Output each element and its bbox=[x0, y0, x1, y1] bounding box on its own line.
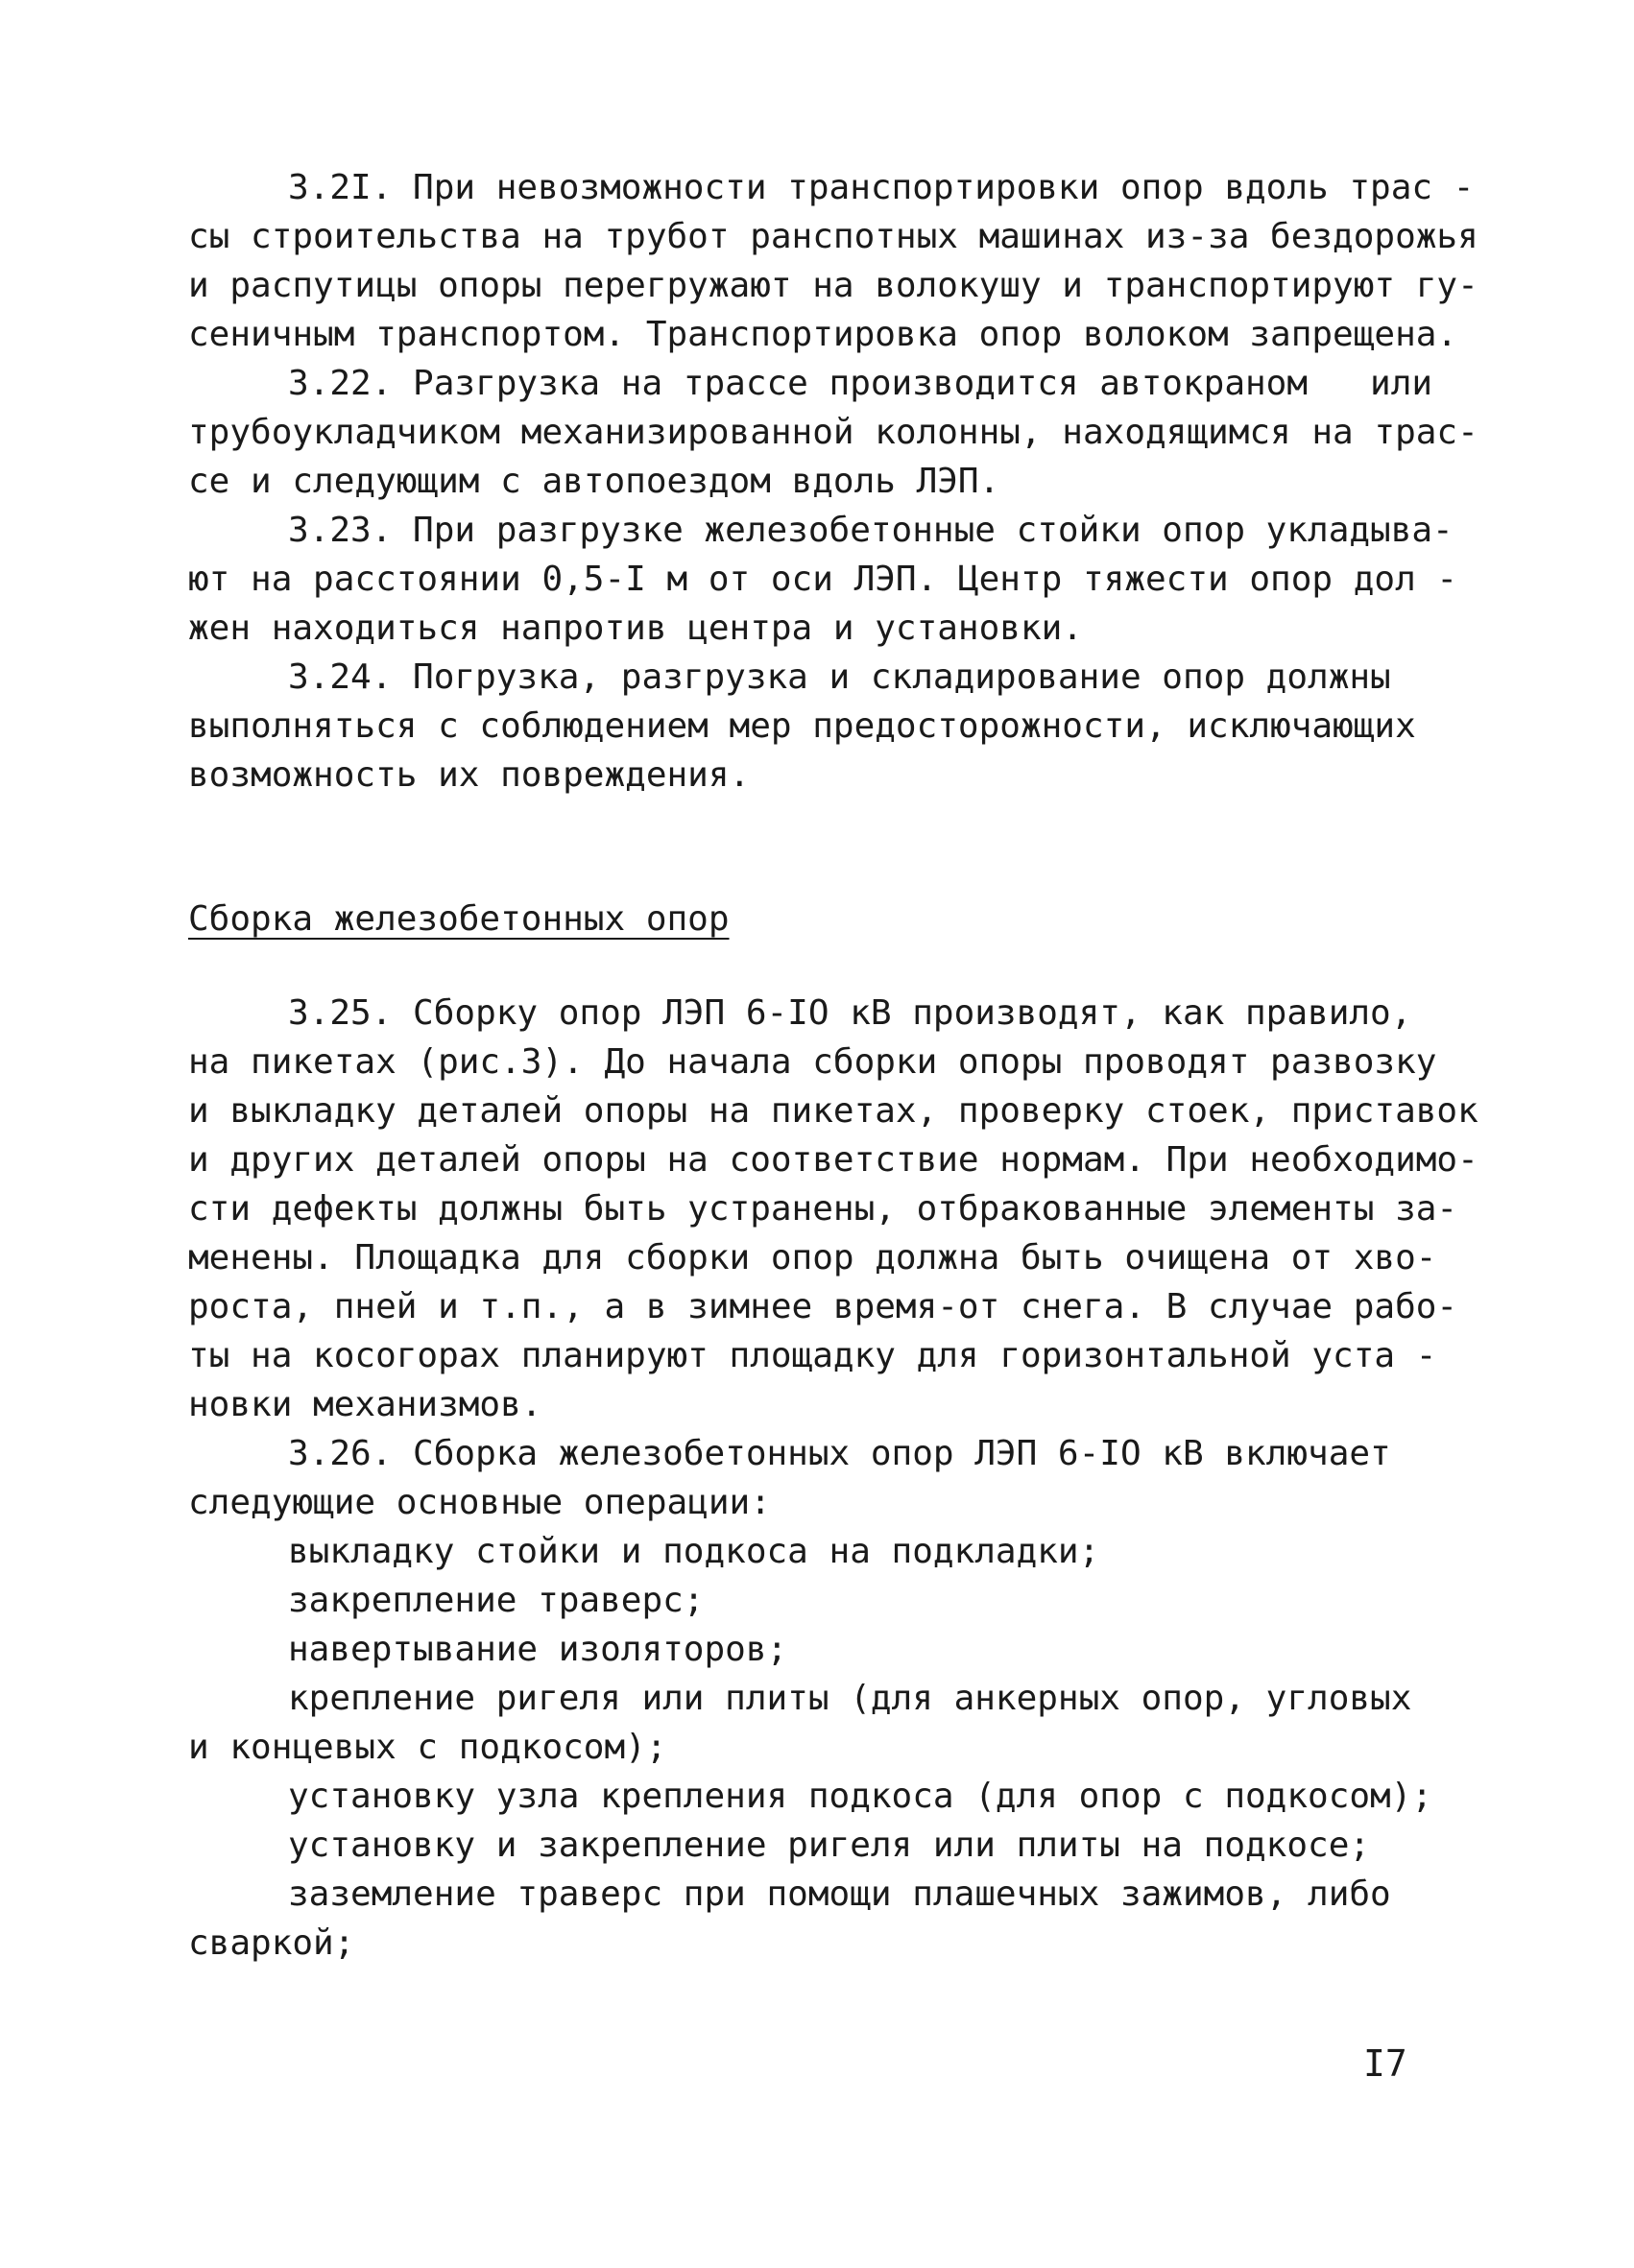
paragraph-3-24-line: возможность их повреждения. bbox=[188, 755, 751, 795]
list-item-continuation: и концевых с подкосом); bbox=[188, 1728, 667, 1767]
list-item: крепление ригеля или плиты (для анкерных опор, угловых bbox=[288, 1679, 1412, 1718]
paragraph-3-25-line: новки механизмов. bbox=[188, 1385, 542, 1424]
list-item: закрепление траверс; bbox=[288, 1581, 705, 1620]
section-assembly-text bbox=[188, 989, 1478, 1968]
paragraph-3-25-line: и других деталей опоры на соответствие нормам. При необходимо- bbox=[188, 1140, 1478, 1180]
list-item: установку и закрепление ригеля или плиты на подкосе; bbox=[288, 1826, 1371, 1865]
paragraph-3-25-line: 3.25. Сборку опор ЛЭП 6-IO кВ производят, как правило, bbox=[288, 993, 1412, 1033]
paragraph-3-24-line: 3.24. Погрузка, разгрузка и складирование опор должны bbox=[288, 657, 1391, 697]
paragraph-3-21-line: и распутицы опоры перегружают на волокушу и транспортируют гу- bbox=[188, 266, 1478, 305]
paragraph-3-21-line: 3.2I. При невозможности транспортировки опор вдоль трас - bbox=[288, 168, 1475, 207]
paragraph-3-26-line: следующие основные операции: bbox=[188, 1483, 771, 1522]
page-number: I7 bbox=[1363, 2042, 1407, 2085]
list-item: навертывание изоляторов; bbox=[288, 1630, 788, 1669]
paragraph-3-25-line: сти дефекты должны быть устранены, отбракованные элементы за- bbox=[188, 1189, 1458, 1229]
list-item-continuation: сваркой; bbox=[188, 1923, 355, 1963]
paragraph-3-23-line: 3.23. При разгрузке железобетонные стойки опор укладыва- bbox=[288, 511, 1454, 550]
paragraph-3-21-line: сы строительства на трубот ранспотных машинах из-за бездорожья bbox=[188, 217, 1478, 256]
list-item: выкладку стойки и подкоса на подкладки; bbox=[288, 1532, 1100, 1571]
paragraph-3-25-line: и выкладку деталей опоры на пикетах, проверку стоек, приставок bbox=[188, 1091, 1478, 1131]
paragraph-3-26-line: 3.26. Сборка железобетонных опор ЛЭП 6-IO кВ включает bbox=[288, 1434, 1391, 1473]
paragraph-3-23-line: ют на расстоянии 0,5-I м от оси ЛЭП. Центр тяжести опор дол - bbox=[188, 560, 1458, 599]
section-transport-text bbox=[188, 163, 1478, 800]
section-heading: Сборка железобетонных опор bbox=[188, 899, 730, 939]
paragraph-3-25-line: менены. Площадка для сборки опор должна быть очищена от хво- bbox=[188, 1238, 1437, 1277]
paragraph-3-25-line: роста, пней и т.п., а в зимнее время-от снега. В случае рабо- bbox=[188, 1287, 1458, 1326]
paragraph-3-23-line: жен находиться напротив центра и установки. bbox=[188, 609, 1083, 648]
paragraph-3-25-line: на пикетах (рис.3). До начала сборки опоры проводят развозку bbox=[188, 1042, 1437, 1082]
paragraph-3-25-line: ты на косогорах планируют площадку для горизонтальной уста - bbox=[188, 1336, 1437, 1375]
list-item: установку узла крепления подкоса (для опор с подкосом); bbox=[288, 1777, 1433, 1816]
paragraph-3-22-line: 3.22. Разгрузка на трассе производится автокраном или bbox=[288, 364, 1433, 403]
list-item: заземление траверс при помощи плашечных зажимов, либо bbox=[288, 1874, 1391, 1914]
paragraph-3-21-line: сеничным транспортом. Транспортировка опор волоком запрещена. bbox=[188, 315, 1458, 354]
paragraph-3-22-line: трубоукладчиком механизированной колонны, находящимся на трас- bbox=[188, 413, 1478, 452]
paragraph-3-24-line: выполняться с соблюдением мер предосторожности, исключающих bbox=[188, 706, 1416, 746]
paragraph-3-22-line: се и следующим с автопоездом вдоль ЛЭП. bbox=[188, 462, 1000, 501]
